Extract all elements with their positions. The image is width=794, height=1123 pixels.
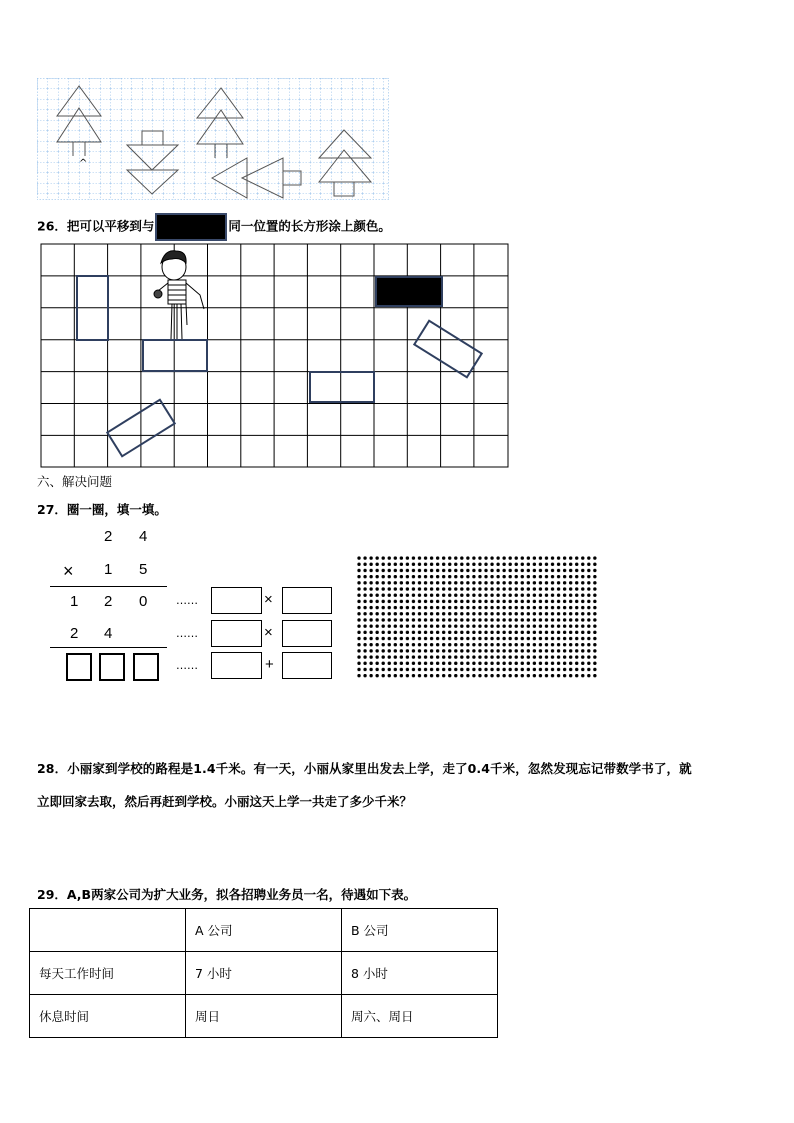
rect-tilted-1 bbox=[414, 321, 481, 378]
question-26 bbox=[37, 213, 391, 241]
rect-target-filled bbox=[376, 277, 442, 306]
question-29 bbox=[37, 885, 416, 903]
table-cell: 周六、周日 bbox=[342, 995, 498, 1038]
answer-box-tens[interactable] bbox=[99, 653, 125, 681]
table-cell: B 公司 bbox=[342, 909, 498, 952]
target-rectangle-sample bbox=[155, 213, 227, 241]
rect-horizontal-1 bbox=[143, 340, 207, 371]
leader-2: …… bbox=[176, 627, 198, 640]
boy-figure bbox=[154, 251, 204, 339]
fill-box-2b[interactable] bbox=[282, 620, 332, 647]
table-cell: 8 小时 bbox=[342, 952, 498, 995]
table-cell: 7 小时 bbox=[186, 952, 342, 995]
fill-box-3b[interactable] bbox=[282, 652, 332, 679]
digit-r4-tens: 4 bbox=[104, 625, 113, 642]
rect-horizontal-2 bbox=[310, 372, 374, 402]
compensation-table bbox=[29, 908, 498, 1038]
digit-r3-hundreds: 1 bbox=[70, 593, 79, 610]
digit-r2-ones: 5 bbox=[139, 561, 148, 578]
table-cell: 每天工作时间 bbox=[30, 952, 186, 995]
rectangle-grid bbox=[40, 243, 510, 469]
question-27-text: 圈一圈，填一填。 bbox=[66, 502, 167, 517]
question-29-number: 29． bbox=[37, 887, 67, 902]
tree-translation-figure bbox=[37, 78, 389, 200]
fill-box-3a[interactable] bbox=[211, 652, 262, 679]
table-header-row bbox=[30, 909, 498, 952]
digit-r1-tens: 2 bbox=[104, 528, 113, 545]
table-cell: 周日 bbox=[186, 995, 342, 1038]
question-27 bbox=[37, 500, 167, 518]
question-26-number: 26． bbox=[37, 218, 67, 234]
fill-box-1a[interactable] bbox=[211, 587, 262, 614]
digit-r2-tens: 1 bbox=[104, 561, 113, 578]
table-cell: A 公司 bbox=[186, 909, 342, 952]
question-29-text: A,B两家公司为扩大业务，拟各招聘业务员一名，待遇如下表。 bbox=[66, 887, 417, 902]
table-row bbox=[30, 995, 498, 1038]
op-2: × bbox=[264, 624, 273, 641]
table-cell: 休息时间 bbox=[30, 995, 186, 1038]
question-26-text-before: 把可以平移到与 bbox=[66, 218, 155, 234]
fill-box-2a[interactable] bbox=[211, 620, 262, 647]
table-cell bbox=[30, 909, 186, 952]
digit-r3-tens: 2 bbox=[104, 593, 113, 610]
question-27-number: 27． bbox=[37, 502, 67, 517]
digit-r4-hundreds: 2 bbox=[70, 625, 79, 642]
dot-array bbox=[356, 555, 598, 679]
digit-r1-ones: 4 bbox=[139, 528, 148, 545]
question-26-text-after: 同一位置的长方形涂上颜色。 bbox=[228, 218, 391, 234]
op-3: + bbox=[265, 656, 274, 673]
question-28-line-1: 28．小丽家到学校的路程是1.4千米。有一天，小丽从家里出发去上学，走了0.4千米，忽然发现忘记带数学书了，就 bbox=[37, 761, 692, 776]
op-1: × bbox=[264, 591, 273, 608]
leader-3: …… bbox=[176, 659, 198, 672]
fill-box-1b[interactable] bbox=[282, 587, 332, 614]
section-title: 六、解决问题 bbox=[37, 474, 113, 489]
times-sign: × bbox=[63, 561, 74, 581]
answer-box-hundreds[interactable] bbox=[66, 653, 92, 681]
digit-r3-ones: 0 bbox=[139, 593, 148, 610]
line-2 bbox=[50, 647, 167, 648]
leader-1: …… bbox=[176, 594, 198, 607]
answer-box-ones[interactable] bbox=[133, 653, 159, 681]
figure-mark: ^ bbox=[79, 158, 88, 169]
table-row bbox=[30, 952, 498, 995]
question-28-line-2: 立即回家去取，然后再赶到学校。小丽这天上学一共走了多少千米？ bbox=[37, 794, 413, 809]
line-1 bbox=[50, 586, 167, 587]
